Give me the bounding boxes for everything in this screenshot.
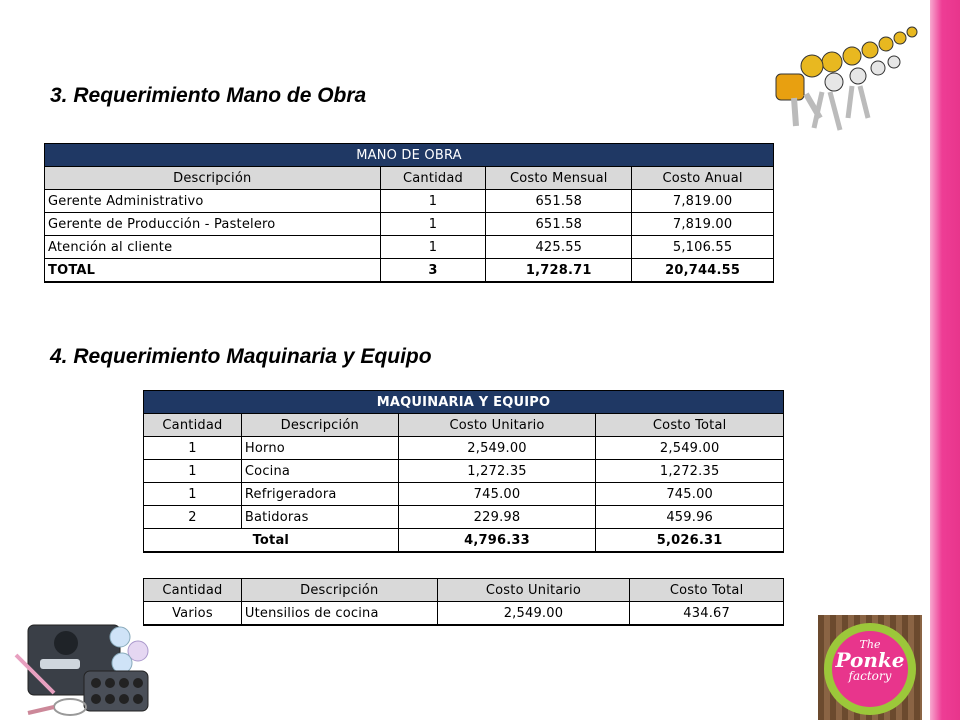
column-header: Costo Anual <box>632 167 774 190</box>
cell-total-unitario: 4,796.33 <box>398 529 596 553</box>
cell-costo-unitario: 229.98 <box>398 506 596 529</box>
cell-descripcion: Atención al cliente <box>45 236 381 259</box>
column-header: Costo Unitario <box>398 414 596 437</box>
cell-costo-total: 459.96 <box>596 506 784 529</box>
cell-descripcion: Gerente de Producción - Pastelero <box>45 213 381 236</box>
baking-tools-illustration <box>10 615 160 720</box>
column-header: Descripción <box>45 167 381 190</box>
cell-costo-unitario: 745.00 <box>398 483 596 506</box>
cell-costo-mensual: 425.55 <box>486 236 632 259</box>
column-header: Costo Unitario <box>437 579 630 602</box>
mano-obra-table <box>44 143 774 283</box>
table-row <box>45 236 774 259</box>
cell-costo-total: 2,549.00 <box>596 437 784 460</box>
section-3-title: 3. Requerimiento Mano de Obra <box>50 84 367 107</box>
column-header: Descripción <box>241 414 398 437</box>
cell-cantidad: 1 <box>144 460 242 483</box>
cell-cantidad: 1 <box>380 190 486 213</box>
table-row <box>144 460 784 483</box>
table-row <box>144 483 784 506</box>
cell-cantidad: Varios <box>144 602 242 626</box>
logo-text-the: The <box>859 638 881 651</box>
table-row <box>144 506 784 529</box>
column-header: Costo Total <box>596 414 784 437</box>
cell-cantidad: 1 <box>380 213 486 236</box>
cell-cantidad: 2 <box>144 506 242 529</box>
column-header: Cantidad <box>380 167 486 190</box>
total-row <box>144 529 784 553</box>
cell-descripcion: Gerente Administrativo <box>45 190 381 213</box>
logo-text-factory: factory <box>848 669 892 683</box>
cell-costo-anual: 5,106.55 <box>632 236 774 259</box>
ponke-factory-logo <box>818 615 922 720</box>
cell-cantidad: 1 <box>144 483 242 506</box>
cell-total-cantidad: 3 <box>380 259 486 283</box>
section-4-title: 4. Requerimiento Maquinaria y Equipo <box>50 345 432 368</box>
maquinaria-table <box>143 390 784 553</box>
column-header: Cantidad <box>144 579 242 602</box>
cell-costo-unitario: 2,549.00 <box>437 602 630 626</box>
cell-total-label: Total <box>144 529 399 553</box>
column-header: Costo Total <box>630 579 784 602</box>
cell-cantidad: 1 <box>144 437 242 460</box>
cell-total-label: TOTAL <box>45 259 381 283</box>
cell-descripcion: Horno <box>241 437 398 460</box>
logo-text-ponke: Ponke <box>835 648 905 672</box>
table-row <box>144 437 784 460</box>
cell-costo-unitario: 2,549.00 <box>398 437 596 460</box>
cell-costo-mensual: 651.58 <box>486 213 632 236</box>
pink-side-bar <box>930 0 960 720</box>
cell-descripcion: Refrigeradora <box>241 483 398 506</box>
cell-costo-unitario: 1,272.35 <box>398 460 596 483</box>
cell-total-anual: 20,744.55 <box>632 259 774 283</box>
cell-costo-total: 434.67 <box>630 602 784 626</box>
table-row <box>45 213 774 236</box>
cell-total-mensual: 1,728.71 <box>486 259 632 283</box>
cell-total-total: 5,026.31 <box>596 529 784 553</box>
total-row <box>45 259 774 283</box>
cell-cantidad: 1 <box>380 236 486 259</box>
cell-descripcion: Cocina <box>241 460 398 483</box>
cell-costo-anual: 7,819.00 <box>632 190 774 213</box>
cell-descripcion: Batidoras <box>241 506 398 529</box>
table-row <box>45 190 774 213</box>
maquinaria-title: MAQUINARIA Y EQUIPO <box>144 391 784 414</box>
cell-costo-anual: 7,819.00 <box>632 213 774 236</box>
cell-descripcion: Utensilios de cocina <box>241 602 437 626</box>
column-header: Cantidad <box>144 414 242 437</box>
utensilios-table <box>143 578 784 626</box>
mano-obra-title: MANO DE OBRA <box>45 144 774 167</box>
cell-costo-total: 1,272.35 <box>596 460 784 483</box>
column-header: Costo Mensual <box>486 167 632 190</box>
cell-costo-total: 745.00 <box>596 483 784 506</box>
table-row <box>144 602 784 626</box>
column-header: Descripción <box>241 579 437 602</box>
cell-costo-mensual: 651.58 <box>486 190 632 213</box>
gears-figures-illustration <box>762 18 922 148</box>
